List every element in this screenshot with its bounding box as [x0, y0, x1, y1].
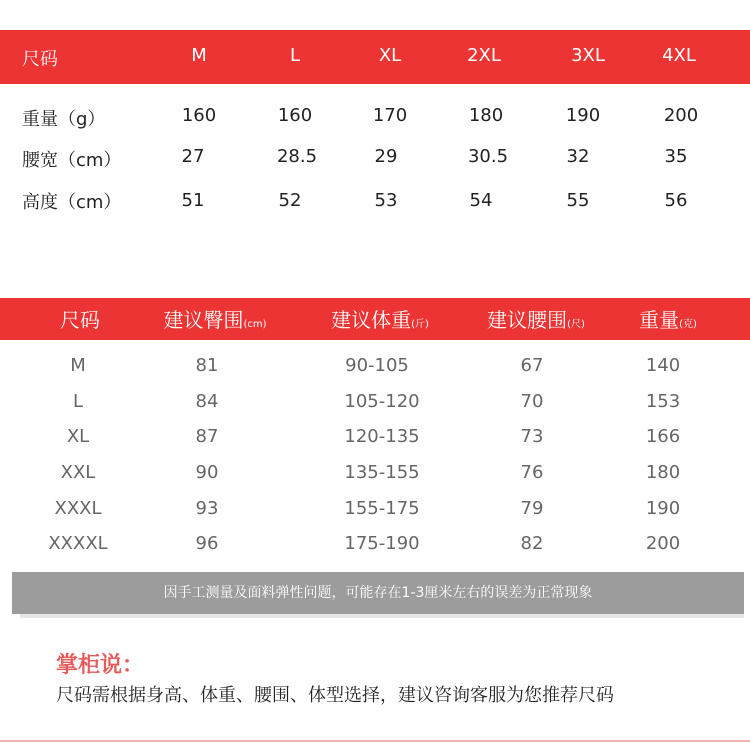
table-cell: 52	[278, 190, 302, 211]
table-cell: M	[70, 355, 86, 376]
header-label: 建议体重	[331, 308, 412, 332]
table-cell: 166	[645, 426, 681, 447]
table-cell: 55	[566, 190, 590, 211]
table-cell: 153	[645, 391, 681, 412]
table-cell: 93	[195, 498, 219, 519]
table-cell: 54	[469, 190, 493, 211]
table-cell: 29	[374, 146, 398, 167]
table2-header-hip	[163, 304, 266, 333]
table-cell: 160	[181, 105, 217, 126]
header-label: 重量	[639, 308, 680, 332]
table-cell: 81	[195, 355, 219, 376]
row-label: 高度（cm）	[22, 192, 122, 213]
table-cell: 79	[520, 498, 544, 519]
table-cell: 180	[645, 462, 681, 483]
table1-header-4xl: 4XL	[662, 45, 696, 66]
header-label: 建议臀围	[163, 308, 244, 332]
table-cell: 170	[372, 105, 408, 126]
table-cell: 135-155	[344, 462, 420, 483]
table-cell: 160	[277, 105, 313, 126]
table-cell: 96	[195, 533, 219, 554]
table-cell: XXL	[60, 462, 96, 483]
table-cell: 82	[520, 533, 544, 554]
table-cell: 30.5	[467, 146, 509, 167]
table1-header-2xl: 2XL	[467, 45, 501, 66]
table-cell: 70	[520, 391, 544, 412]
table1-header-size: 尺码	[22, 49, 58, 70]
table1-header-l: L	[289, 45, 301, 66]
table-cell: 67	[520, 355, 544, 376]
table-cell: 27	[181, 146, 205, 167]
table-cell: 90	[195, 462, 219, 483]
table-cell: XXXL	[54, 498, 102, 519]
table-cell: 56	[664, 190, 688, 211]
header-label: 尺码	[60, 308, 100, 332]
table-cell: XXXXL	[48, 533, 108, 554]
table-cell: 51	[181, 190, 205, 211]
table-cell: 200	[645, 533, 681, 554]
table2-header-size	[60, 304, 100, 333]
table-cell: 76	[520, 462, 544, 483]
row-label: 重量（g）	[22, 109, 106, 130]
header-unit: (斤)	[411, 319, 429, 330]
table-cell: 155-175	[344, 498, 420, 519]
table2-header	[0, 298, 750, 340]
table-cell: 140	[645, 355, 681, 376]
table1-header-3xl: 3XL	[571, 45, 605, 66]
header-unit: (尺)	[567, 319, 585, 330]
table-cell: 105-120	[344, 391, 420, 412]
table-cell: 200	[663, 105, 699, 126]
table-cell: 32	[566, 146, 590, 167]
table2-header-waist	[487, 304, 585, 333]
table1-header-xl: XL	[378, 45, 402, 66]
bottom-divider	[0, 740, 750, 742]
table1-header	[0, 30, 750, 84]
table-cell: 28.5	[276, 146, 318, 167]
table-cell: XL	[66, 426, 90, 447]
table-cell: 90-105	[345, 355, 409, 376]
table-cell: 84	[195, 391, 219, 412]
table-cell: 73	[520, 426, 544, 447]
table-cell: 190	[565, 105, 601, 126]
note-bar-shadow	[20, 614, 744, 618]
table-cell: 87	[195, 426, 219, 447]
table-cell: 35	[664, 146, 688, 167]
row-label: 腰宽（cm）	[22, 150, 122, 171]
header-unit: (克)	[679, 319, 697, 330]
header-label: 建议腰围	[487, 308, 568, 332]
tip-title: 掌柜说：	[56, 653, 145, 678]
tip-text: 尺码需根据身高、体重、腰围、体型选择，建议咨询客服为您推荐尺码	[56, 685, 614, 706]
table2-header-grams	[639, 304, 697, 333]
table2-header-weight	[331, 304, 429, 333]
table-cell: 175-190	[344, 533, 420, 554]
table1-header-m: M	[191, 45, 207, 66]
table-cell: 190	[645, 498, 681, 519]
header-unit: (cm)	[243, 319, 267, 330]
table-cell: 120-135	[344, 426, 420, 447]
table-cell: 180	[468, 105, 504, 126]
table-cell: L	[72, 391, 84, 412]
table-cell: 53	[374, 190, 398, 211]
measurement-note: 因手工测量及面料弹性问题，可能存在1-3厘米左右的误差为正常现象	[12, 572, 744, 614]
